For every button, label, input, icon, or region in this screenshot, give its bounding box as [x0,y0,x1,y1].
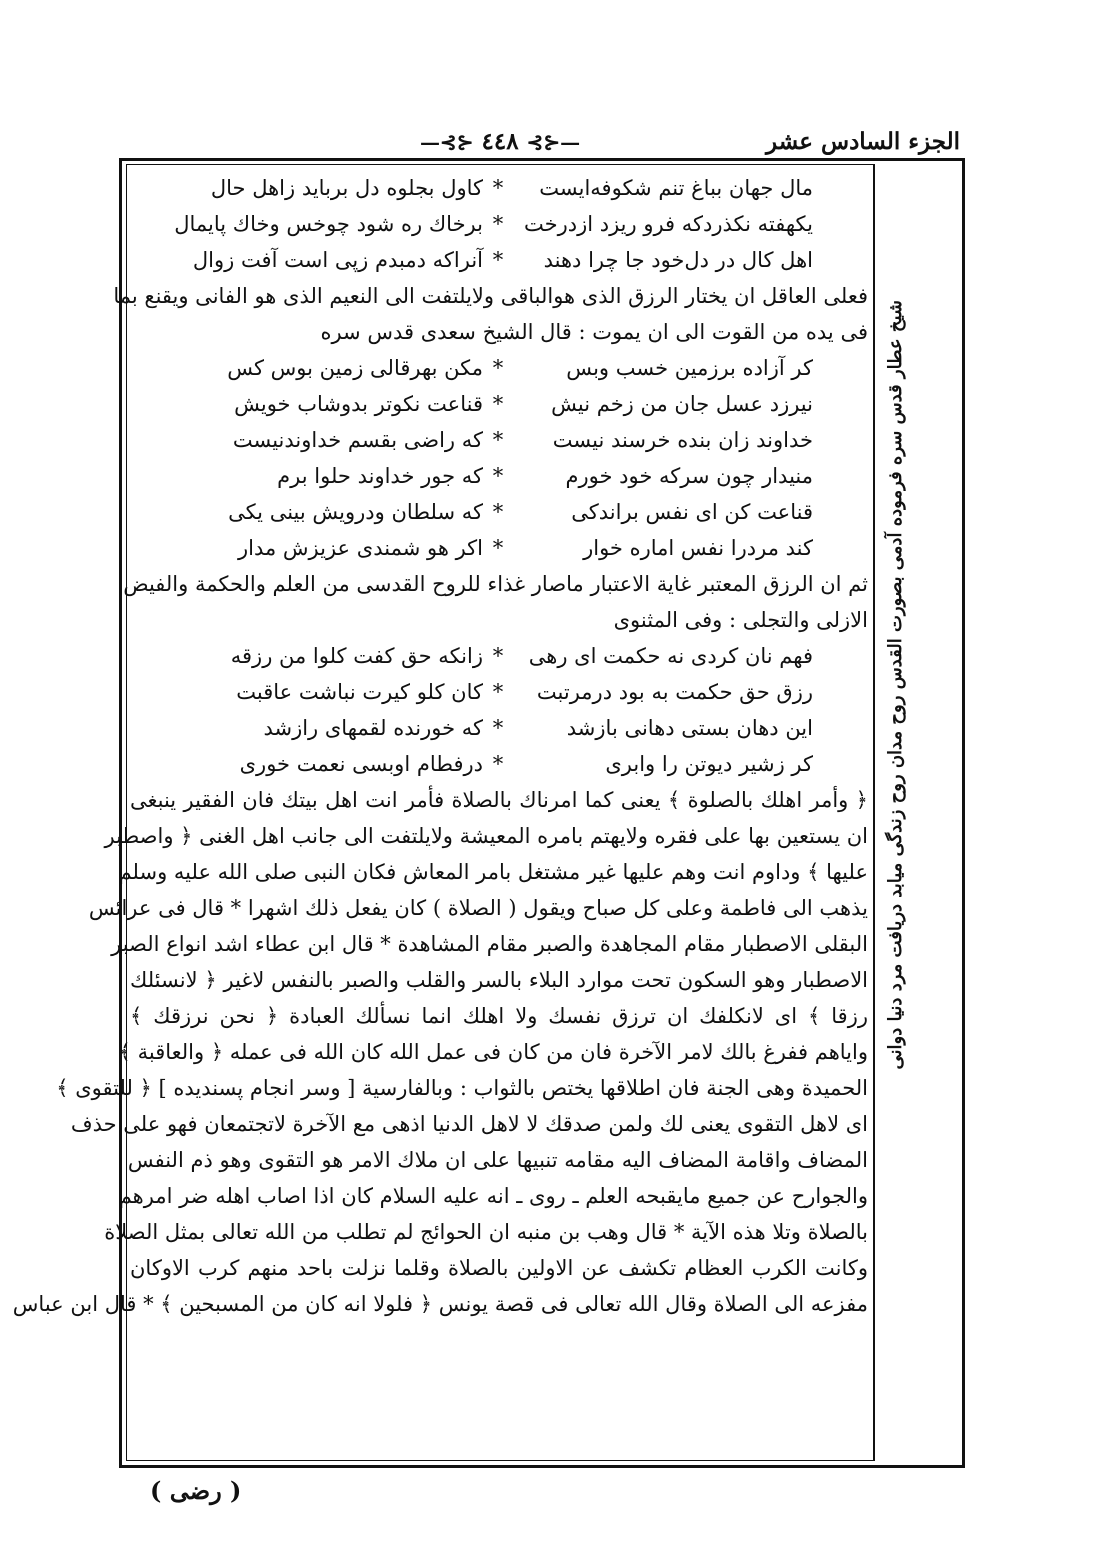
prose-line: اى لاهل التقوى يعنى لك ولمن صدقك لا لاهل الدنيا اذهى مع الآخرة لاتجتمعان فهو على حذف [70,1112,868,1136]
part-title: الجزء السادس عشر [766,128,960,155]
hemistich-right: فهم نان كردى نه حكمت اى رهى [528,644,813,668]
prose-line: ان يستعين بها على فقره ولايهتم بامره المعيشة ولايلتفت الى جانب اهل الغنى ﴿ واصطبر [104,824,868,848]
hemistich-left: كه خورنده لقمهاى رازشد [263,716,483,740]
prose-line: الاصطبار وهو السكون تحت موارد البلاء بالسر والقلب والصبر بالنفس لاغير ﴿ لانسئلك [130,968,868,992]
ornament-left-icon: —⊰⊱ [420,130,474,154]
poem-1-verse [130,206,868,242]
prose-line: فى يده من القوت الى ان يموت : قال الشيخ سعدى قدس سره [320,320,868,344]
page-number: ٤٤٨ [481,128,519,155]
verse-separator: * [492,500,504,524]
poem-1-verse [130,242,868,278]
margin-note [878,300,914,1070]
prose-line: الحميدة وهى الجنة فان اطلاقها يختص بالثواب : وبالفارسية [ وسر انجام پسنديده ] ﴿ للتقوى ﴾ [56,1076,868,1100]
main-text [12,170,868,1322]
poem-1-verse [130,170,868,206]
hemistich-right: اين دهان بستى دهانى بازشد [566,716,813,740]
hemistich-left: كه راضى بقسم خداوندنيست [232,428,483,452]
page-header [120,128,960,162]
poem-3-verse [130,710,868,746]
prose-line: ثم ان الرزق المعتبر غاية الاعتبار ماصار غذاء للروح القدسى من العلم والحكمة والفيض [123,572,868,596]
prose-line: مفزعه الى الصلاة وقال الله تعالى فى قصة يونس ﴿ فلولا انه كان من المسبحين ﴾ * قال ابن عباس [12,1292,868,1316]
prose-line: المضاف واقامة المضاف اليه مقامه تنبيها على ان ملاك الامر هو التقوى وهو ذم النفس [127,1148,868,1172]
poem-2-verse [130,422,868,458]
hemistich-right: مال جهان بباغ تنم شكوفه‌ايست [539,176,813,200]
prose-line: رزقا ﴾ اى لانكلفك ان ترزق نفسك ولا اهلك انما نسألك العبادة ﴿ نحن نرزقك ﴾ [130,1004,868,1028]
verse-separator: * [492,428,504,452]
prose-line: والجوارح عن جميع مايقبحه العلم ـ روى ـ انه عليه السلام كان اذا اصاب اهله ضر امرهم [118,1184,868,1208]
hemistich-right: كر زشير ديوتن را وابرى [605,752,813,776]
hemistich-right: رزق حق حكمت به بود درمرتبت [536,680,813,704]
hemistich-left: كه سلطان ودرويش بينى يكى [228,500,483,524]
hemistich-right: يكهفته نكذردكه فرو ريزد ازدرخت [523,212,813,236]
verse-separator: * [492,212,504,236]
hemistich-left: قناعت نكوتر بدوشاب خويش [234,392,483,416]
page-number-block [420,128,580,155]
poem-2-verse [130,530,868,566]
hemistich-right: كند مردرا نفس اماره خوار [583,536,813,560]
prose-line: واياهم ففرغ بالك لامر الآخرة فان من كان فى عمل الله كان الله فى عمله ﴿ والعاقبة ﴾ [118,1040,868,1064]
hemistich-left: اكر هو شمندى عزيزش مدار [237,536,483,560]
prose-line: الازلى والتجلى : وفى المثنوى [613,608,868,632]
hemistich-left: درفطام اوبسى نعمت خورى [239,752,483,776]
poem-2-verse [130,494,868,530]
verse-separator: * [492,536,504,560]
hemistich-right: قناعت كن اى نفس براندكى [571,500,813,524]
prose-line: بالصلاة وتلا هذه الآية * قال وهب بن منبه ان الحوائج لم تطلب من الله تعالى بمثل الصلاة [104,1220,868,1244]
hemistich-right: منيدار چون سركه خود خورم [565,464,813,488]
verse-separator: * [492,248,504,272]
verse-separator: * [492,392,504,416]
ornament-right-icon: ⊰⊱— [526,130,581,154]
hemistich-left: كاول بجلوه دل بربايد زاهل حال [210,176,483,200]
hemistich-left: مكن بهرقالى زمين بوس كس [227,356,483,380]
prose-line: البقلى الاصطبار مقام المجاهدة والصبر مقام المشاهدة * قال ابن عطاء اشد انواع الصبر [111,932,868,956]
verse-separator: * [492,644,504,668]
prose-line: فعلى العاقل ان يختار الرزق الذى هوالباقى ولايلتفت الى النعيم الذى هو الفانى ويقنع بما [113,284,868,308]
catchword: ( رضى ) [150,1476,242,1505]
verse-separator: * [492,176,504,200]
verse-separator: * [492,680,504,704]
prose-line: وكانت الكرب العظام تكشف عن الاولين بالصلاة وقلما نزلت باحد منهم كرب الاوكان [130,1256,868,1280]
poem-2-verse [130,386,868,422]
poem-2-verse [130,350,868,386]
margin-note-text: شيخ عطار قدس سره فرموده آدمى بصورت القدس روح مدان روح زندگى ميابد دريافت مرد دنيا دوانى [885,300,906,1070]
hemistich-right: اهل كال در دل‌خود جا چرا دهند [543,248,813,272]
verse-separator: * [492,464,504,488]
verse-separator: * [492,356,504,380]
hemistich-right: خداوند زان بنده خرسند نيست [552,428,813,452]
hemistich-left: آنراكه دمبدم زپى است آفت زوال [192,248,483,272]
prose-line: ﴿ وأمر اهلك بالصلوة ﴾ يعنى كما امرناك بالصلاة فأمر انت اهل بيتك فان الفقير ينبغى [130,788,868,812]
poem-3-verse [130,746,868,782]
hemistich-left: برخاك ره شود چوخس وخاك پايمال [174,212,483,236]
prose-line: عليها ﴾ وداوم انت وهم عليها غير مشتغل بامر المعاش فكان النبى صلى الله عليه وسلم [118,860,868,884]
poem-2-verse [130,458,868,494]
hemistich-right: نيرزد عسل جان من زخم نيش [551,392,813,416]
margin-divider [874,164,875,1461]
hemistich-left: كه جور خداوند حلوا برم [277,464,483,488]
hemistich-left: زانكه حق كفت كلوا من رزقه [230,644,483,668]
hemistich-right: كر آزاده برزمين خسب وبس [566,356,813,380]
poem-3-verse [130,674,868,710]
hemistich-left: كان كلو كيرت نباشت عاقبت [236,680,483,704]
prose-line: يذهب الى فاطمة وعلى كل صباح ويقول ( الصلاة ) كان يفعل ذلك اشهرا * قال فى عرائس [88,896,868,920]
verse-separator: * [492,716,504,740]
poem-3-verse [130,638,868,674]
verse-separator: * [492,752,504,776]
